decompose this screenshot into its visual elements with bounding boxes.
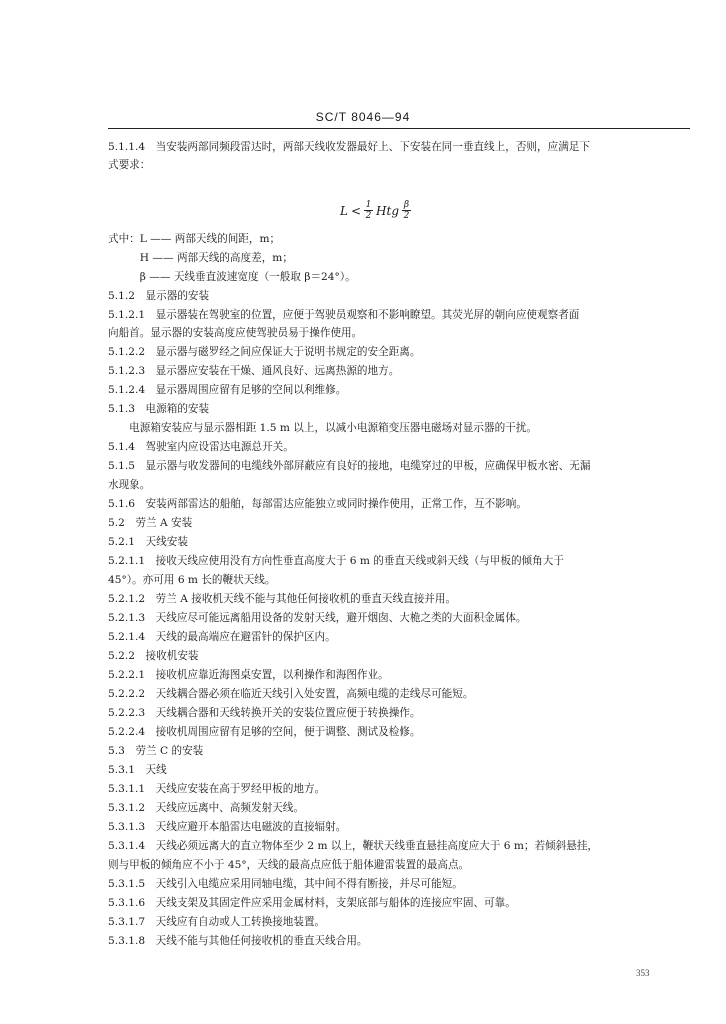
text-line: 5.3.1.8 天线不能与其他任何接收机的垂直天线合用。: [108, 935, 368, 947]
text-line: 式中：L —— 两部天线的间距，m；: [108, 233, 281, 245]
text-line: 5.2.1.4 天线的最高端应在避雷针的保护区内。: [108, 631, 336, 643]
text-line: 5.1.3 电源箱的安装: [108, 403, 210, 415]
beta-num: β: [403, 200, 410, 210]
text-line: 5.1.2.2 显示器与磁罗经之间应保证大于说明书规定的安全距离。: [108, 346, 421, 358]
text-line: 5.2.1.3 天线应尽可能远离船用设备的发射天线，避开烟囱、大桅之类的大面积金属体。: [108, 612, 527, 624]
text-line: 5.1.4 驾驶室内应设雷达电源总开关。: [108, 441, 294, 453]
text-line: 5.3.1.3 天线应避开本船雷达电磁波的直接辐射。: [108, 821, 347, 833]
formula-op: <: [350, 203, 362, 218]
formula-fraction-half: [364, 200, 373, 221]
formula-mid: Htg: [376, 203, 399, 218]
text-line: 5.2.2 接收机安装: [108, 650, 199, 662]
text-line: 5.2.2.4 接收机周围应留有足够的空间，便于调整、测试及检修。: [108, 726, 421, 738]
text-line: 5.1.6 安装两部雷达的船舶，每部雷达应能独立或同时操作使用，正常工作，互不影响。: [108, 498, 527, 510]
text-line: 5.1.5 显示器与收发器间的电缆线外部屏蔽应有良好的接地，电缆穿过的甲板，应确保甲板水密、无漏: [108, 460, 591, 472]
formula-lhs: L: [340, 203, 348, 218]
text-line: 5.1.2 显示器的安装: [108, 290, 210, 302]
standard-code-header: SC/T 8046—94: [315, 110, 411, 124]
frac-den: 2: [365, 211, 372, 221]
text-line: 5.2.1 天线安装: [108, 536, 188, 548]
beta-den: 2: [403, 211, 410, 221]
text-line: 5.3.1.1 天线应安装在高于罗经甲板的地方。: [108, 783, 326, 795]
text-line: 5.2.2.1 接收机应靠近海图桌安置，以利操作和海图作业。: [108, 669, 389, 681]
text-line: 5.3.1.7 天线应有自动或人工转换接地装置。: [108, 916, 326, 928]
text-line: 5.1.2.3 显示器应安装在干燥、通风良好、远离热源的地方。: [108, 365, 400, 377]
page-number: 353: [636, 968, 650, 978]
text-line: 5.3.1.5 天线引入电缆应采用同轴电缆，其中间不得有断接，并尽可能短。: [108, 878, 463, 890]
text-line: 5.1.1.4 当安装两部同频段雷达时，两部天线收发器最好上、下安装在同一垂直线上，否则，应满足下: [108, 141, 590, 153]
text-line: 45°）。亦可用 6 m 长的鞭状天线。: [108, 574, 276, 586]
frac-num: 1: [365, 200, 372, 210]
text-line: 式要求：: [108, 159, 151, 171]
text-line: β —— 天线垂直波速宽度（一般取 β＝24°）。: [108, 271, 356, 283]
text-line: 5.2.1.2 劳兰 A 接收机天线不能与其他任何接收机的垂直天线直接并用。: [108, 593, 457, 605]
text-line: 5.3.1.4 天线必须远离大的直立物体至少 2 m 以上，鞭状天线垂直悬挂高度应大于 6 m；若倾斜悬挂，: [108, 840, 599, 852]
text-line: 5.3.1.2 天线应远离中、高频发射天线。: [108, 802, 304, 814]
text-line: 5.2 劳兰 A 安装: [108, 517, 193, 529]
text-line: 5.3.1.6 天线支架及其固定件应采用金属材料，支架底部与船体的连接应牢固、可靠。: [108, 897, 516, 909]
text-line: 5.1.2.1 显示器装在驾驶室的位置，应便于驾驶员观察和不影响瞭望。其荧光屏的朝向应使观察者面: [108, 309, 580, 321]
text-line: 水现象。: [108, 479, 151, 491]
text-line: 则与甲板的倾角应不小于 45°，天线的最高点应低于船体避雷装置的最高点。: [108, 859, 470, 871]
text-line: 5.3 劳兰 C 的安装: [108, 745, 204, 757]
text-line: 5.2.2.3 天线耦合器和天线转换开关的安装位置应便于转换操作。: [108, 707, 421, 719]
text-line: 电源箱安装应与显示器相距 1.5 m 以上，以减小电源箱变压器电磁场对显示器的干扰。: [108, 422, 537, 434]
text-line: 5.2.1.1 接收天线应使用没有方向性垂直高度大于 6 m 的垂直天线或斜天线（与甲板的倾角大于: [108, 555, 564, 567]
text-line: 向船首。显示器的安装高度应使驾驶员易于操作使用。: [108, 327, 363, 339]
text-line: 5.2.2.2 天线耦合器必须在临近天线引入处安置，高频电缆的走线尽可能短。: [108, 688, 474, 700]
formula-fraction-beta: [402, 200, 411, 221]
text-line: H —— 两部天线的高度差，m；: [108, 252, 293, 264]
formula: [340, 200, 411, 221]
text-line: 5.3.1 天线: [108, 764, 167, 776]
header-rule: [108, 128, 690, 129]
text-line: 5.1.2.4 显示器周围应留有足够的空间以利维修。: [108, 384, 347, 396]
